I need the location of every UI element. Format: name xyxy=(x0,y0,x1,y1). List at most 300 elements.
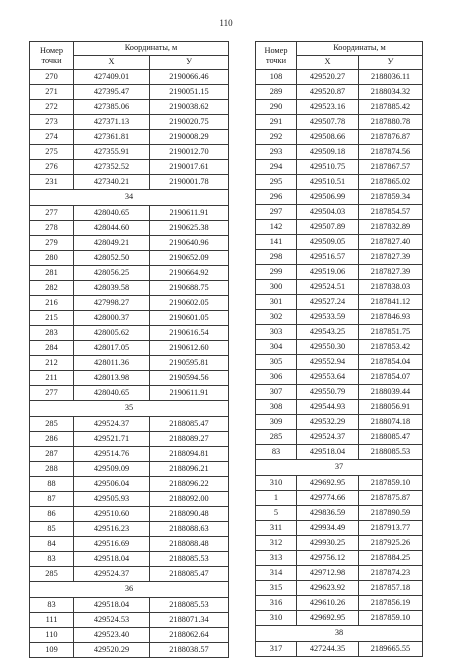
table-row xyxy=(256,581,423,596)
point-number-cell: 287 xyxy=(30,447,74,462)
y-coordinate-cell: 2187846.93 xyxy=(359,310,423,325)
point-number-cell: 281 xyxy=(30,266,74,281)
point-number-cell: 276 xyxy=(30,160,74,175)
table-row xyxy=(30,628,229,643)
x-coordinate-cell: 428040.65 xyxy=(74,386,150,401)
y-coordinate-cell: 2187832.89 xyxy=(359,220,423,235)
point-number-cell: 297 xyxy=(256,205,297,220)
point-number-cell: 307 xyxy=(256,385,297,400)
table-row xyxy=(30,326,229,341)
point-number-header: Номер точки xyxy=(30,42,74,70)
y-coordinate-cell: 2188085.47 xyxy=(359,430,423,445)
table-row xyxy=(256,85,423,100)
x-coordinate-cell: 429692.95 xyxy=(297,611,359,626)
point-number-cell: 300 xyxy=(256,280,297,295)
point-number-cell: 84 xyxy=(30,537,74,552)
y-coordinate-cell: 2190020.75 xyxy=(150,115,229,130)
y-coordinate-cell: 2187854.57 xyxy=(359,205,423,220)
x-coordinate-cell: 427998.27 xyxy=(74,296,150,311)
x-coordinate-cell: 429516.69 xyxy=(74,537,150,552)
point-number-cell: 286 xyxy=(30,432,74,447)
y-coordinate-cell: 2188038.57 xyxy=(150,643,229,658)
page-number: 110 xyxy=(219,18,233,28)
y-coordinate-cell: 2187827.39 xyxy=(359,265,423,280)
section-row xyxy=(30,190,229,206)
table-row xyxy=(30,206,229,221)
y-coordinate-cell: 2187851.75 xyxy=(359,325,423,340)
y-coordinate-cell: 2188089.27 xyxy=(150,432,229,447)
point-number-cell: 289 xyxy=(256,85,297,100)
table-row xyxy=(30,386,229,401)
point-number-cell: 5 xyxy=(256,506,297,521)
x-coordinate-cell: 429505.93 xyxy=(74,492,150,507)
x-coordinate-cell: 429553.64 xyxy=(297,370,359,385)
point-number-cell: 314 xyxy=(256,566,297,581)
point-number-cell: 298 xyxy=(256,250,297,265)
table-row xyxy=(30,613,229,628)
table-row xyxy=(30,100,229,115)
point-number-cell: 306 xyxy=(256,370,297,385)
point-number-cell: 310 xyxy=(256,476,297,491)
point-number-cell: 308 xyxy=(256,400,297,415)
x-coordinate-cell: 429756.12 xyxy=(297,551,359,566)
table-row xyxy=(30,432,229,447)
y-coordinate-cell: 2187859.10 xyxy=(359,476,423,491)
y-coordinate-cell: 2187890.59 xyxy=(359,506,423,521)
x-coordinate-cell: 427395.47 xyxy=(74,85,150,100)
point-number-cell: 310 xyxy=(256,611,297,626)
point-number-cell: 108 xyxy=(256,70,297,85)
table-row xyxy=(30,175,229,190)
table-row xyxy=(30,447,229,462)
point-number-cell: 293 xyxy=(256,145,297,160)
point-number-cell: 304 xyxy=(256,340,297,355)
x-coordinate-cell: 429524.37 xyxy=(297,430,359,445)
y-coordinate-cell: 2190051.15 xyxy=(150,85,229,100)
x-coordinate-cell: 429506.99 xyxy=(297,190,359,205)
x-coordinate-cell: 427355.91 xyxy=(74,145,150,160)
table-row xyxy=(256,115,423,130)
x-coordinate-cell: 429523.40 xyxy=(74,628,150,643)
table-row xyxy=(256,400,423,415)
x-coordinate-cell: 429510.51 xyxy=(297,175,359,190)
x-coordinate-cell: 429552.94 xyxy=(297,355,359,370)
point-number-cell: 109 xyxy=(30,643,74,658)
table-row xyxy=(256,280,423,295)
table-row xyxy=(256,160,423,175)
x-coordinate-cell: 429509.18 xyxy=(297,145,359,160)
point-number-cell: 299 xyxy=(256,265,297,280)
point-number-cell: 312 xyxy=(256,536,297,551)
y-coordinate-cell: 2190652.09 xyxy=(150,251,229,266)
y-coordinate-cell: 2190595.81 xyxy=(150,356,229,371)
table-row xyxy=(256,445,423,460)
table-row xyxy=(30,537,229,552)
section-number: 35 xyxy=(30,401,229,417)
table-row xyxy=(30,145,229,160)
table-row xyxy=(256,310,423,325)
y-coordinate-cell: 2187857.18 xyxy=(359,581,423,596)
x-coordinate-cell: 429520.29 xyxy=(74,643,150,658)
point-number-cell: 315 xyxy=(256,581,297,596)
table-row xyxy=(30,296,229,311)
y-coordinate-cell: 2188036.11 xyxy=(359,70,423,85)
y-coordinate-cell: 2188071.34 xyxy=(150,613,229,628)
table-row xyxy=(30,341,229,356)
coordinates-header: Координаты, м xyxy=(297,42,423,56)
x-coordinate-cell: 429509.09 xyxy=(74,462,150,477)
y-coordinate-cell: 2187865.02 xyxy=(359,175,423,190)
x-coordinate-cell: 429543.25 xyxy=(297,325,359,340)
table-row xyxy=(256,250,423,265)
table-row xyxy=(256,145,423,160)
table-row xyxy=(256,190,423,205)
x-coordinate-cell: 429934.49 xyxy=(297,521,359,536)
section-number: 36 xyxy=(30,582,229,598)
table-row xyxy=(30,311,229,326)
x-coordinate-cell: 429506.04 xyxy=(74,477,150,492)
table-body-left xyxy=(30,70,229,658)
x-coordinate-cell: 429533.59 xyxy=(297,310,359,325)
table-row xyxy=(256,506,423,521)
x-coordinate-cell: 429524.51 xyxy=(297,280,359,295)
y-coordinate-cell: 2187875.87 xyxy=(359,491,423,506)
y-coordinate-cell: 2187859.10 xyxy=(359,611,423,626)
point-number-cell: 316 xyxy=(256,596,297,611)
y-coordinate-cell: 2188085.47 xyxy=(150,567,229,582)
point-number-cell: 290 xyxy=(256,100,297,115)
point-number-cell: 317 xyxy=(256,642,297,657)
x-column-header: X xyxy=(74,56,150,70)
y-coordinate-cell: 2188092.00 xyxy=(150,492,229,507)
table-row xyxy=(256,340,423,355)
table-row xyxy=(256,175,423,190)
point-number-cell: 285 xyxy=(30,567,74,582)
point-number-cell: 285 xyxy=(256,430,297,445)
y-coordinate-cell: 2190038.62 xyxy=(150,100,229,115)
coordinates-header: Координаты, м xyxy=(74,42,229,56)
x-coordinate-cell: 429520.87 xyxy=(297,85,359,100)
table-row xyxy=(256,295,423,310)
table-row xyxy=(30,417,229,432)
point-number-cell: 83 xyxy=(30,598,74,613)
table-row xyxy=(30,643,229,658)
table-row xyxy=(30,522,229,537)
y-coordinate-cell: 2190611.91 xyxy=(150,386,229,401)
x-coordinate-cell: 429516.57 xyxy=(297,250,359,265)
x-coordinate-cell: 428049.21 xyxy=(74,236,150,251)
y-coordinate-cell: 2188094.81 xyxy=(150,447,229,462)
point-number-cell: 313 xyxy=(256,551,297,566)
point-number-cell: 211 xyxy=(30,371,74,386)
y-coordinate-cell: 2190664.92 xyxy=(150,266,229,281)
table-row xyxy=(30,85,229,100)
table-row xyxy=(30,492,229,507)
table-row xyxy=(256,642,423,657)
x-coordinate-cell: 427385.06 xyxy=(74,100,150,115)
table-row xyxy=(30,221,229,236)
y-coordinate-cell: 2189665.55 xyxy=(359,642,423,657)
table-row xyxy=(256,415,423,430)
x-coordinate-cell: 427352.52 xyxy=(74,160,150,175)
table-row xyxy=(30,371,229,386)
point-number-cell: 311 xyxy=(256,521,297,536)
y-coordinate-cell: 2188074.18 xyxy=(359,415,423,430)
y-coordinate-cell: 2190012.70 xyxy=(150,145,229,160)
x-coordinate-cell: 429514.76 xyxy=(74,447,150,462)
coordinates-table-left xyxy=(29,41,229,658)
x-coordinate-cell: 429623.92 xyxy=(297,581,359,596)
x-coordinate-cell: 429523.16 xyxy=(297,100,359,115)
x-coordinate-cell: 427371.13 xyxy=(74,115,150,130)
table-row xyxy=(256,385,423,400)
y-coordinate-cell: 2187925.26 xyxy=(359,536,423,551)
point-number-cell: 110 xyxy=(30,628,74,643)
y-coordinate-cell: 2187854.07 xyxy=(359,370,423,385)
y-coordinate-cell: 2188088.63 xyxy=(150,522,229,537)
x-coordinate-cell: 429510.75 xyxy=(297,160,359,175)
x-coordinate-cell: 429519.06 xyxy=(297,265,359,280)
point-number-cell: 295 xyxy=(256,175,297,190)
table-row xyxy=(256,265,423,280)
point-number-cell: 278 xyxy=(30,221,74,236)
y-coordinate-cell: 2190601.05 xyxy=(150,311,229,326)
point-number-cell: 85 xyxy=(30,522,74,537)
x-coordinate-cell: 428011.36 xyxy=(74,356,150,371)
point-number-cell: 275 xyxy=(30,145,74,160)
x-coordinate-cell: 429507.78 xyxy=(297,115,359,130)
y-column-header: У xyxy=(150,56,229,70)
point-number-cell: 292 xyxy=(256,130,297,145)
y-coordinate-cell: 2187885.42 xyxy=(359,100,423,115)
y-coordinate-cell: 2188085.47 xyxy=(150,417,229,432)
point-number-cell: 87 xyxy=(30,492,74,507)
y-coordinate-cell: 2188034.32 xyxy=(359,85,423,100)
table-row xyxy=(256,521,423,536)
x-coordinate-cell: 428044.60 xyxy=(74,221,150,236)
point-number-cell: 88 xyxy=(30,477,74,492)
y-coordinate-cell: 2187867.57 xyxy=(359,160,423,175)
y-coordinate-cell: 2190611.91 xyxy=(150,206,229,221)
x-coordinate-cell: 429507.89 xyxy=(297,220,359,235)
section-row xyxy=(256,626,423,642)
x-coordinate-cell: 428040.65 xyxy=(74,206,150,221)
point-number-cell: 111 xyxy=(30,613,74,628)
table-row xyxy=(256,355,423,370)
point-number-cell: 212 xyxy=(30,356,74,371)
y-coordinate-cell: 2188085.53 xyxy=(150,552,229,567)
x-coordinate-cell: 429524.53 xyxy=(74,613,150,628)
table-row xyxy=(30,477,229,492)
point-number-cell: 280 xyxy=(30,251,74,266)
y-coordinate-cell: 2190001.78 xyxy=(150,175,229,190)
x-coordinate-cell: 429508.66 xyxy=(297,130,359,145)
x-coordinate-cell: 429544.93 xyxy=(297,400,359,415)
section-number: 37 xyxy=(256,460,423,476)
table-row xyxy=(30,70,229,85)
x-coordinate-cell: 428017.05 xyxy=(74,341,150,356)
y-coordinate-cell: 2187853.42 xyxy=(359,340,423,355)
point-number-cell: 1 xyxy=(256,491,297,506)
table-row xyxy=(30,236,229,251)
y-coordinate-cell: 2190066.46 xyxy=(150,70,229,85)
table-row xyxy=(256,611,423,626)
y-coordinate-cell: 2188088.48 xyxy=(150,537,229,552)
table-row xyxy=(30,567,229,582)
point-number-cell: 141 xyxy=(256,235,297,250)
point-number-header: Номер точки xyxy=(256,42,297,70)
point-number-cell: 277 xyxy=(30,206,74,221)
x-coordinate-cell: 429518.04 xyxy=(74,598,150,613)
point-number-cell: 83 xyxy=(30,552,74,567)
x-coordinate-cell: 429504.03 xyxy=(297,205,359,220)
y-coordinate-cell: 2187876.87 xyxy=(359,130,423,145)
y-coordinate-cell: 2190688.75 xyxy=(150,281,229,296)
x-coordinate-cell: 429520.27 xyxy=(297,70,359,85)
y-coordinate-cell: 2188096.21 xyxy=(150,462,229,477)
y-coordinate-cell: 2190602.05 xyxy=(150,296,229,311)
x-coordinate-cell: 428056.25 xyxy=(74,266,150,281)
y-coordinate-cell: 2188085.53 xyxy=(359,445,423,460)
y-column-header: У xyxy=(359,56,423,70)
y-coordinate-cell: 2187859.34 xyxy=(359,190,423,205)
point-number-cell: 301 xyxy=(256,295,297,310)
point-number-cell: 282 xyxy=(30,281,74,296)
table-row xyxy=(30,160,229,175)
y-coordinate-cell: 2190594.56 xyxy=(150,371,229,386)
table-row xyxy=(30,462,229,477)
x-coordinate-cell: 427244.35 xyxy=(297,642,359,657)
table-row xyxy=(30,266,229,281)
y-coordinate-cell: 2190008.29 xyxy=(150,130,229,145)
table-body-right xyxy=(256,70,423,657)
point-number-cell: 271 xyxy=(30,85,74,100)
x-coordinate-cell: 429692.95 xyxy=(297,476,359,491)
table-row xyxy=(256,566,423,581)
point-number-cell: 294 xyxy=(256,160,297,175)
point-number-cell: 288 xyxy=(30,462,74,477)
y-coordinate-cell: 2188056.91 xyxy=(359,400,423,415)
x-coordinate-cell: 428052.50 xyxy=(74,251,150,266)
x-coordinate-cell: 429518.04 xyxy=(297,445,359,460)
table-row xyxy=(256,430,423,445)
point-number-cell: 285 xyxy=(30,417,74,432)
x-coordinate-cell: 427361.81 xyxy=(74,130,150,145)
y-coordinate-cell: 2187913.77 xyxy=(359,521,423,536)
table-row xyxy=(256,551,423,566)
table-row xyxy=(256,130,423,145)
table-row xyxy=(256,491,423,506)
x-coordinate-cell: 429524.37 xyxy=(74,417,150,432)
section-row xyxy=(256,460,423,476)
y-coordinate-cell: 2190625.38 xyxy=(150,221,229,236)
table-row xyxy=(256,220,423,235)
x-coordinate-cell: 429712.98 xyxy=(297,566,359,581)
y-coordinate-cell: 2187827.39 xyxy=(359,250,423,265)
x-coordinate-cell: 429527.24 xyxy=(297,295,359,310)
y-coordinate-cell: 2188062.64 xyxy=(150,628,229,643)
x-coordinate-cell: 427340.21 xyxy=(74,175,150,190)
y-coordinate-cell: 2187856.19 xyxy=(359,596,423,611)
table-row xyxy=(30,552,229,567)
table-row xyxy=(256,536,423,551)
point-number-cell: 309 xyxy=(256,415,297,430)
table-row xyxy=(30,130,229,145)
table-row xyxy=(256,235,423,250)
y-coordinate-cell: 2188090.48 xyxy=(150,507,229,522)
x-coordinate-cell: 428005.62 xyxy=(74,326,150,341)
table-row xyxy=(256,205,423,220)
point-number-cell: 296 xyxy=(256,190,297,205)
x-coordinate-cell: 429930.25 xyxy=(297,536,359,551)
point-number-cell: 305 xyxy=(256,355,297,370)
point-number-cell: 284 xyxy=(30,341,74,356)
table-row xyxy=(30,598,229,613)
x-coordinate-cell: 429516.23 xyxy=(74,522,150,537)
y-coordinate-cell: 2187838.03 xyxy=(359,280,423,295)
point-number-cell: 303 xyxy=(256,325,297,340)
section-number: 38 xyxy=(256,626,423,642)
y-coordinate-cell: 2190017.61 xyxy=(150,160,229,175)
point-number-cell: 215 xyxy=(30,311,74,326)
section-row xyxy=(30,401,229,417)
point-number-cell: 277 xyxy=(30,386,74,401)
point-number-cell: 302 xyxy=(256,310,297,325)
table-row xyxy=(256,370,423,385)
table-row xyxy=(30,281,229,296)
point-number-cell: 142 xyxy=(256,220,297,235)
y-coordinate-cell: 2190612.60 xyxy=(150,341,229,356)
y-coordinate-cell: 2187874.23 xyxy=(359,566,423,581)
x-coordinate-cell: 429509.05 xyxy=(297,235,359,250)
x-coordinate-cell: 429610.26 xyxy=(297,596,359,611)
x-coordinate-cell: 428000.37 xyxy=(74,311,150,326)
y-coordinate-cell: 2187841.12 xyxy=(359,295,423,310)
y-coordinate-cell: 2187827.40 xyxy=(359,235,423,250)
point-number-cell: 291 xyxy=(256,115,297,130)
x-coordinate-cell: 429836.59 xyxy=(297,506,359,521)
y-coordinate-cell: 2188039.44 xyxy=(359,385,423,400)
x-coordinate-cell: 429532.29 xyxy=(297,415,359,430)
table-row xyxy=(256,70,423,85)
y-coordinate-cell: 2187874.56 xyxy=(359,145,423,160)
point-number-cell: 273 xyxy=(30,115,74,130)
coordinates-table-right xyxy=(255,41,423,657)
point-number-cell: 272 xyxy=(30,100,74,115)
point-number-cell: 270 xyxy=(30,70,74,85)
y-coordinate-cell: 2188096.22 xyxy=(150,477,229,492)
point-number-cell: 216 xyxy=(30,296,74,311)
point-number-cell: 279 xyxy=(30,236,74,251)
table-row xyxy=(256,325,423,340)
x-coordinate-cell: 429550.79 xyxy=(297,385,359,400)
y-coordinate-cell: 2190616.54 xyxy=(150,326,229,341)
table-row xyxy=(256,596,423,611)
y-coordinate-cell: 2187854.04 xyxy=(359,355,423,370)
x-coordinate-cell: 428013.98 xyxy=(74,371,150,386)
point-number-cell: 86 xyxy=(30,507,74,522)
section-number: 34 xyxy=(30,190,229,206)
table-row xyxy=(256,100,423,115)
section-row xyxy=(30,582,229,598)
y-coordinate-cell: 2187880.78 xyxy=(359,115,423,130)
x-coordinate-cell: 427409.01 xyxy=(74,70,150,85)
y-coordinate-cell: 2188085.53 xyxy=(150,598,229,613)
table-row xyxy=(30,251,229,266)
point-number-cell: 283 xyxy=(30,326,74,341)
x-coordinate-cell: 429521.71 xyxy=(74,432,150,447)
point-number-cell: 83 xyxy=(256,445,297,460)
